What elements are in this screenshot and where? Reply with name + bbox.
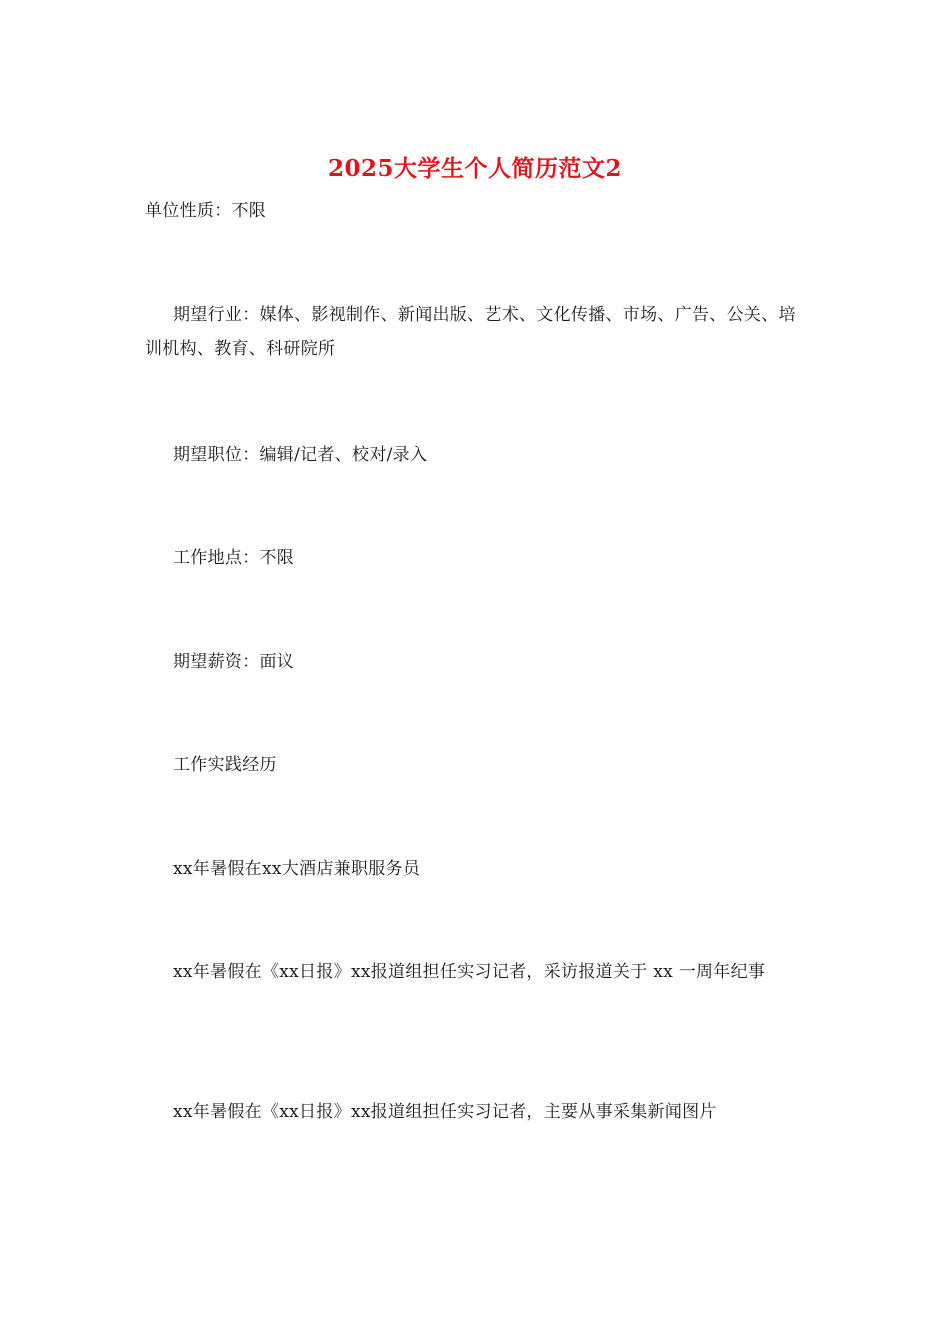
section-heading-work-experience: 工作实践经历: [173, 755, 277, 775]
document-title: 2025大学生个人简历范文2: [327, 155, 623, 182]
paragraph-expected-industry: 期望行业：媒体、影视制作、新闻出版、艺术、文化传播、市场、广告、公关、培训机构、教育、科研院所: [145, 305, 796, 359]
paragraph-unit-type: 单位性质：不限: [145, 201, 267, 221]
paragraph-expected-salary: 期望薪资：面议: [173, 652, 295, 672]
paragraph-expected-position: 期望职位：编辑/记者、校对/录入: [173, 445, 428, 465]
paragraph-work-location: 工作地点：不限: [173, 548, 295, 568]
paragraph-experience-1: xx年暑假在xx大酒店兼职服务员: [173, 859, 421, 879]
paragraph-experience-3: xx年暑假在《xx日报》xx报道组担任实习记者，主要从事采集新闻图片: [173, 1102, 717, 1122]
paragraph-experience-2: xx年暑假在《xx日报》xx报道组担任实习记者，采访报道关于 xx 一周年纪事: [173, 962, 766, 982]
